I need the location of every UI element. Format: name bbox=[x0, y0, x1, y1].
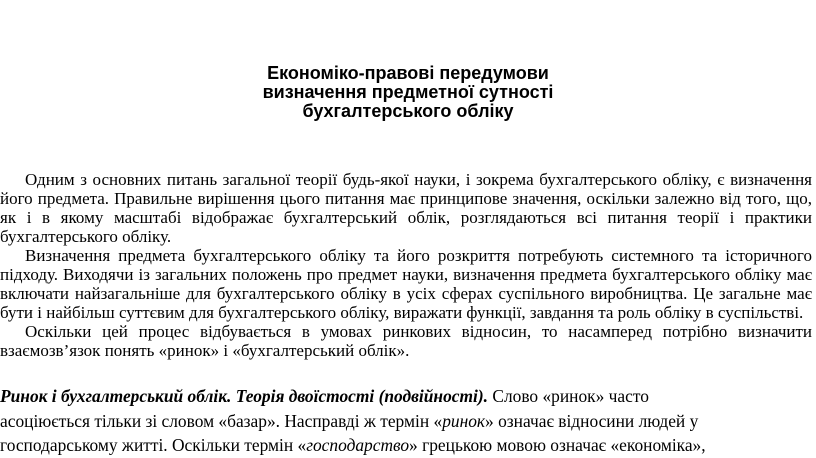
paragraph-2-text: Визначення предмета бухгалтерського обліку та його розкриття потребують системного та історичного підходу. Виходячи із загальних положень про предмет науки, визначення предмета бухгалтерського обліку має включати найзагальніше для бухгалтерського обліку в усіх сферах суспільного виробництва. Це загальне має бути і найбільш суттєвим для бухгалтерського обліку, виражати функції, завдання та роль обліку в суспільстві. bbox=[0, 246, 812, 322]
term-rynok: ринок bbox=[442, 410, 486, 431]
paragraph-3 bbox=[0, 322, 816, 360]
section-heading: Ринок і бухгалтерський облік. Теорія двоїстості (подвійності). bbox=[0, 386, 488, 406]
section-line-2 bbox=[0, 409, 816, 434]
section-line-3 bbox=[0, 433, 816, 458]
document-title bbox=[0, 64, 816, 121]
title-line-2: визначення предметної сутності bbox=[262, 82, 554, 102]
paragraph-1 bbox=[0, 170, 816, 246]
paragraph-2 bbox=[0, 246, 816, 322]
section-text bbox=[0, 384, 816, 458]
section-line-1-rest: Слово «ринок» часто bbox=[488, 386, 649, 406]
paragraph-3-text: Оскільки цей процес відбувається в умовах ринкових відносин, то насамперед потрібно визначити взаємозв’язок понять «ринок» і «бухгалтерський облік». bbox=[0, 322, 812, 360]
document-body bbox=[0, 170, 816, 360]
term-hospodarstvo: господарство bbox=[306, 435, 410, 455]
section-line-3-a: господарському житті. Оскільки термін « bbox=[0, 435, 307, 455]
paragraph-1-text: Одним з основних питань загальної теорії будь-якої науки, і зокрема бухгалтерського обліку, є визначення його предмета. Правильне вирішення цього питання має принципове значення, оскільки залежно від того, що, як і в якому масштабі відображає бухгалтерський облік, розглядаються всі питання теорії і практики бухгалтерського обліку. bbox=[0, 170, 812, 246]
section-line-2-a: асоціюється тільки зі словом «базар». Насправді ж термін « bbox=[0, 410, 443, 431]
section-line-2-b: » означає відносини людей у bbox=[485, 410, 699, 431]
title-line-1: Економіко-правові передумови bbox=[267, 63, 549, 83]
section-line-3-b: » грецькою мовою означає «економіка», bbox=[409, 435, 706, 455]
section-line-1 bbox=[0, 384, 816, 409]
title-line-3: бухгалтерського обліку bbox=[302, 101, 514, 121]
